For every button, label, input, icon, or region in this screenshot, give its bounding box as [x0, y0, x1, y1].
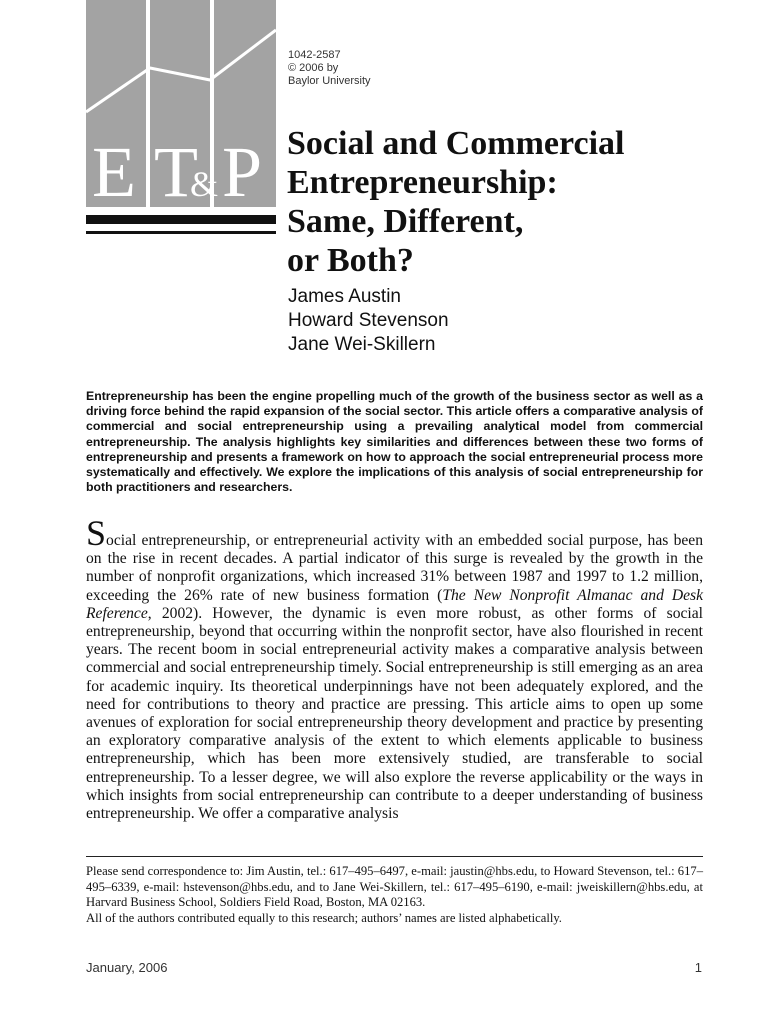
footnote-divider: [86, 856, 703, 857]
body-text-part-1: ocial entrepreneurship, or entrepreneurial activity with an embedded social purpose, has been on the rise in recent decades. A partial indicator of this surge is revealed by the growth in the number of nonprofit organizations, which increased 31% between 1987 and 1997 to 1.2 million, exceeding the 26% rate of new business formation (: [86, 532, 703, 604]
correspondence-footnote: [86, 864, 703, 926]
logo-bar-thick: [86, 215, 276, 224]
author-list: [288, 285, 449, 357]
issn: 1042-2587: [288, 49, 341, 61]
title-line: or Both?: [287, 242, 414, 279]
logo-ampersand: &: [190, 164, 219, 204]
cited-title: The New Nonprofit Almanac and Desk Reference: [86, 586, 703, 622]
footnote-line: Please send correspondence to: Jim Austin, tel.: 617–495–6497, e-mail: jaustin@hbs.edu, to Howard Stevenson, tel.: 617–495–6339, e-mail: hstevenson@hbs.edu, and to Jane Wei-Skillern, tel.: 617–495–6190, e-mail: jweiskillern@hbs.edu, at Harvard Business School, Soldiers Field Road, Boston, MA 02163.: [86, 864, 703, 909]
author-name: Jane Wei-Skillern: [288, 334, 436, 355]
etp-logo-graphic: [86, 0, 276, 240]
publisher: Baylor University: [288, 75, 371, 87]
title-line: Same, Different,: [287, 203, 524, 240]
author-name: Howard Stevenson: [288, 310, 449, 331]
page-number: 1: [694, 960, 702, 975]
body-paragraph: [86, 513, 703, 823]
drop-cap: S: [86, 513, 107, 553]
logo-letter-p: P: [222, 132, 263, 212]
copyright-line: © 2006 by: [288, 62, 339, 74]
logo-bar-thin: [86, 231, 276, 234]
author-name: James Austin: [288, 286, 401, 307]
logo-letter-e: E: [92, 132, 136, 212]
title-line: Entrepreneurship:: [287, 164, 558, 201]
logo-letter-t: T: [154, 132, 198, 212]
body-text-part-2: , 2002). However, the dynamic is even more robust, as other forms of social entrepreneurship, beyond that occurring within the nonprofit sector, have also flourished in recent years. The recent boom in social entrepreneurial activity makes a comparative analysis between commercial and social entrepreneurship timely. Social entrepreneurship is still emerging as an area for academic inquiry. Its theoretical underpinnings have not been adequately explored, and the need for contributions to theory and practice are pressing. This article aims to open up some avenues of exploration for social entrepreneurship theory development and practice by presenting an exploratory comparative analysis of the extent to which elements applicable to business entrepreneurship, which has been more extensively studied, are transferable to social entrepreneurship. To a lesser degree, we will also explore the reverse applicability or the ways in which insights from social entrepreneurship can contribute to a deeper understanding of business entrepreneurship. We offer a comparative analysis: [86, 604, 703, 823]
abstract: Entrepreneurship has been the engine propelling much of the growth of the business sector as well as a driving force behind the rapid expansion of the social sector. This article offers a comparative analysis of commercial and social entrepreneurship using a prevailing analytical model from commercial entrepreneurship. The analysis highlights key similarities and differences between these two forms of entrepreneurship and presents a framework on how to approach the social entrepreneurial process more systematically and effectively. We explore the implications of this analysis of social entrepreneurship for both practitioners and researchers.: [86, 389, 703, 495]
title-line: Social and Commercial: [287, 125, 625, 162]
footnote-line: All of the authors contributed equally to this research; authors’ names are listed alphabetically.: [86, 910, 562, 925]
article-title: [287, 124, 624, 280]
journal-meta: [288, 49, 371, 88]
issue-date: January, 2006: [86, 960, 168, 975]
journal-logo: [86, 0, 276, 240]
